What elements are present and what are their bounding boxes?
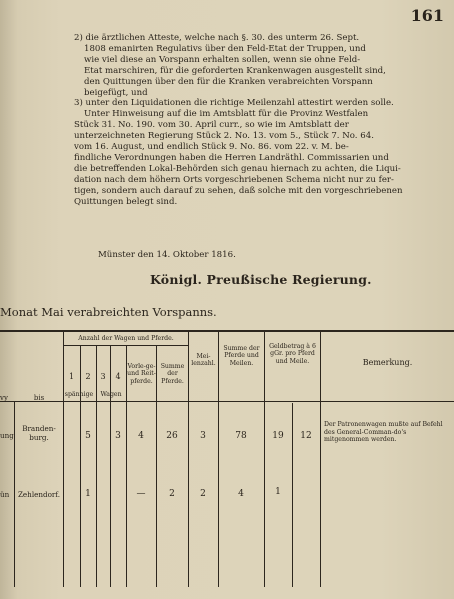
date-line: Münster den 14. Oktober 1816. [98,250,236,260]
page-number: 161 [410,6,444,25]
text-line: unterzeichneten Regierung Stück 2. No. 13. vom 5., Stück 7. No. 64. [74,131,374,142]
text-line: 3) unter den Liquidationen die richtige Meilenzahl attestirt werden solle. [74,98,394,109]
header-spaennige: spännige [64,391,94,398]
cell-thaler: 1 [275,487,281,497]
row-from: ün [0,490,10,499]
cell-summe-pferde: 2 [169,489,175,499]
header-bemerkung: Bemerkung. [362,358,413,367]
text-line: 1808 emanirten Regulativs über den Feld-Etat der Truppen, und [84,43,366,54]
cell-thaler: 19 [272,431,284,441]
header-wagen-pferde: Anzahl der Wagen und Pferde. [78,335,174,342]
cell-summe-pm: 78 [235,431,247,441]
text-line: Stück 31. No. 190. vom 30. April curr., so wie im Amtsblatt der [74,120,349,131]
row-from: ung [0,431,14,440]
cell-vorleger: 4 [138,431,144,441]
cell-c4: 3 [115,431,121,441]
header-geldbetrag: Geldbetrag à 6 gGr. pro Pferd und Meile. [269,343,316,365]
header-bis: bis [33,394,45,402]
vorspann-table [0,323,454,599]
cell-bemerkung: Der Patronenwagen mußte auf Befehl des General-Comman-do's mitgenommen werden. [324,421,443,444]
header-vorleger: Vorle-ge- und Reit-pferde. [127,363,156,385]
row-to: Branden-burg. [22,424,56,442]
text-line: den Quittungen über den für die Kranken verabreichten Vorspann [84,76,373,87]
cell-c2: 5 [85,431,91,441]
text-line: tigen, sondern auch darauf zu sehen, daß solche mit den vorgeschriebenen [74,185,403,196]
header-col-3: 3 [100,372,106,381]
header-summe-pferde: Summe der Pferde. [160,363,185,385]
cell-summe-pferde: 26 [166,431,178,441]
text-line: Quittungen belegt sind. [74,196,178,207]
header-meilenzahl: Mei-lenzahl. [191,353,216,368]
text-line: 2) die ärztlichen Atteste, welche nach §. 30. des unterm 26. Sept. [74,33,360,43]
text-line: findliche Verordnungen haben die Herren Landräthl. Commissarien und [74,152,389,163]
cell-meilen: 2 [200,489,206,499]
cell-summe-pm: 4 [238,489,244,499]
cell-meilen: 3 [200,431,206,441]
header-col-2: 2 [85,372,91,381]
cell-vorleger: — [136,489,146,499]
row-to: Zehlendorf. [17,490,61,499]
body-text [74,33,444,208]
text-line: vom 16. August, und endlich Stück 9. No. 86. vom 22. v. M. be- [74,142,349,153]
text-line: Etat marschiren, für die geforderten Krankenwagen ausgestellt sind, [84,65,386,76]
text-line: Unter Hinweisung auf die im Amtsblatt für die Provinz Westfalen [84,109,369,120]
header-summe-pferde-meilen: Summe der Pferde und Meilen. [223,345,260,367]
table-title: Monat Mai verabreichten Vorspanns. [0,305,217,319]
header-col-1: 1 [68,372,75,381]
header-von-partial: vy [0,394,8,402]
text-line: wie viel diese an Vorspann erhalten sollen, wenn sie ohne Feld- [84,54,361,65]
signature: Königl. Preußische Regierung. [150,272,372,287]
cell-c2: 1 [85,489,91,499]
header-col-4: 4 [115,372,121,381]
cell-groschen: 12 [300,431,312,441]
text-line: beigefügt, und [84,87,148,98]
header-wagen: Wagen [100,391,122,398]
text-line: die betreffenden Lokal-Behörden sich genau hiernach zu achten, die Liqui- [74,163,401,174]
text-line: dation nach dem höhern Orts vorgeschriebenen Schema nicht nur zu fer- [74,174,394,185]
